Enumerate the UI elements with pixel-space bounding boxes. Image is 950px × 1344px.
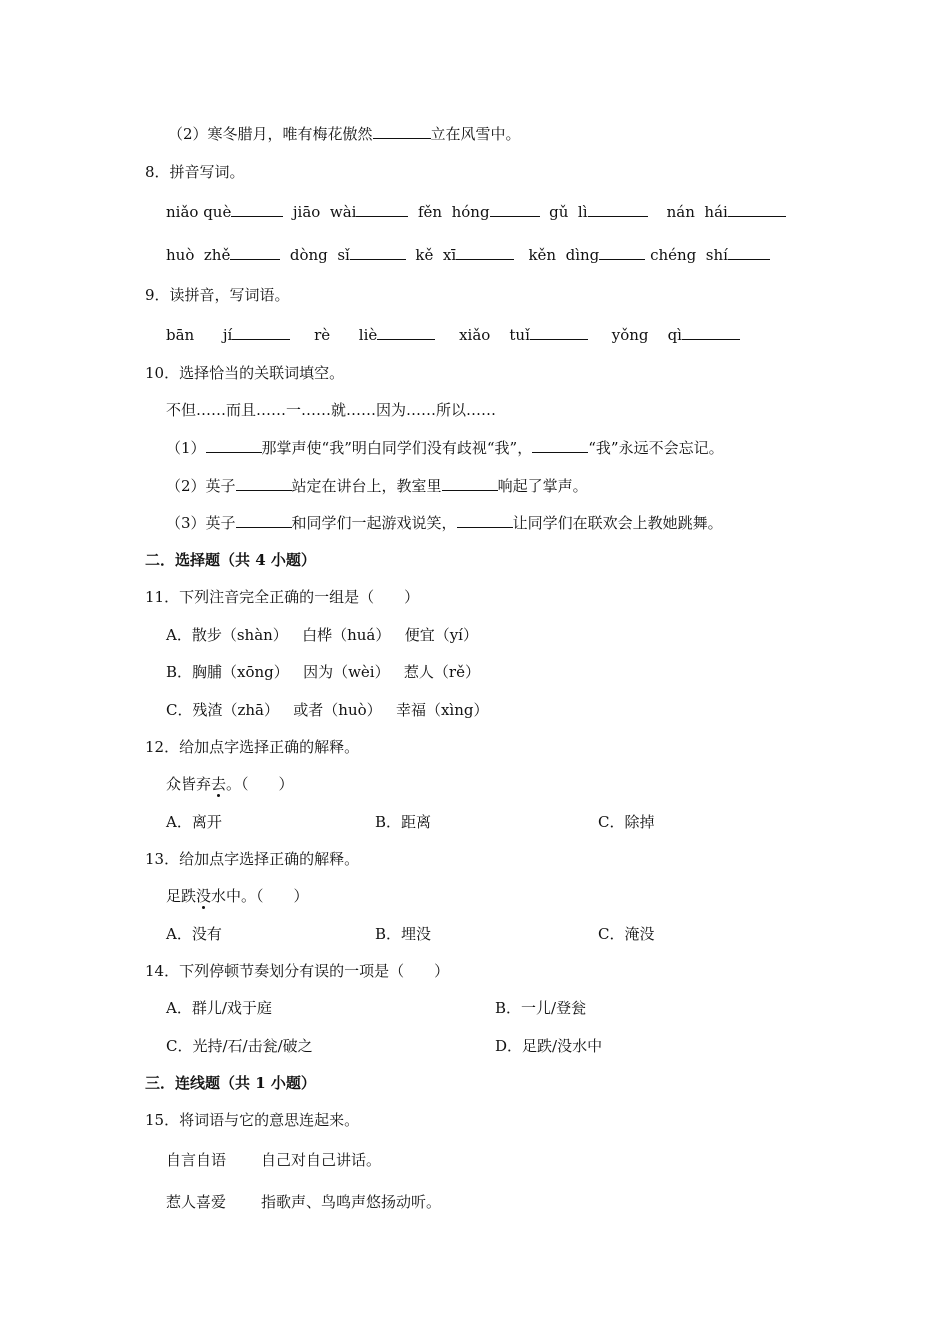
sentence-part: 那掌声使“我”明白同学们没有歧视“我”， bbox=[261, 439, 533, 457]
sentence-part: 和同学们一起游戏说笑， bbox=[291, 514, 457, 532]
answer-blank[interactable] bbox=[599, 245, 645, 260]
q13-option-c[interactable]: C．淹没 bbox=[598, 925, 655, 943]
option-part: 白桦（huá） bbox=[302, 626, 391, 644]
answer-blank[interactable] bbox=[728, 245, 770, 260]
answer-blank[interactable] bbox=[588, 202, 648, 217]
q7-sub2-text-end: 立在风雪中。 bbox=[430, 125, 521, 143]
question-11-title: 11．下列注音完全正确的一组是（ ） bbox=[145, 588, 420, 606]
answer-blank[interactable] bbox=[236, 513, 292, 528]
answer-blank[interactable] bbox=[728, 202, 786, 217]
q8-row2 bbox=[166, 245, 770, 265]
q11-option-b[interactable] bbox=[166, 662, 480, 682]
pinyin: kě xī bbox=[415, 246, 457, 264]
answer-blank[interactable] bbox=[456, 245, 514, 260]
pinyin: huò zhě bbox=[166, 246, 231, 264]
pinyin: nán hái bbox=[666, 203, 728, 221]
answer-blank[interactable] bbox=[232, 325, 290, 340]
q15-word-1[interactable]: 自言自语 bbox=[166, 1151, 227, 1169]
q13-sentence bbox=[166, 886, 309, 906]
pinyin: bān jí bbox=[166, 326, 233, 344]
sentence-part: 站定在讲台上，教室里 bbox=[291, 477, 442, 495]
question-12-title: 12．给加点字选择正确的解释。 bbox=[145, 738, 360, 756]
pinyin: kěn dìng bbox=[528, 246, 600, 264]
section-2-heading: 二．选择题（共 4 小题） bbox=[145, 551, 316, 569]
q12-option-a[interactable]: A．离开 bbox=[166, 813, 222, 831]
q8-row1 bbox=[166, 202, 786, 222]
answer-blank[interactable] bbox=[530, 325, 588, 340]
sentence-part: （1） bbox=[166, 439, 206, 457]
q14-option-d[interactable]: D．足跌/没水中 bbox=[495, 1037, 603, 1055]
q9-row bbox=[166, 325, 740, 345]
q14-option-c[interactable]: C．光持/石/击瓮/破之 bbox=[166, 1037, 313, 1055]
q10-options: 不但……而且……一……就……因为……所以…… bbox=[166, 401, 497, 419]
option-part: A．散步（shàn） bbox=[166, 626, 288, 644]
option-part: B．胸脯（xōng） bbox=[166, 663, 289, 681]
answer-blank[interactable] bbox=[356, 202, 408, 217]
pinyin: yǒng qì bbox=[611, 326, 682, 344]
option-part: C．残渣（zhā） bbox=[166, 701, 279, 719]
q12-sentence bbox=[166, 774, 294, 794]
answer-blank[interactable] bbox=[350, 245, 406, 260]
q7-sub2-text: （2）寒冬腊月，唯有梅花傲然 bbox=[168, 125, 373, 143]
answer-blank[interactable] bbox=[230, 245, 280, 260]
q11-option-c[interactable] bbox=[166, 700, 489, 720]
sentence-part: 水中。（ ） bbox=[211, 887, 309, 905]
question-13-title: 13．给加点字选择正确的解释。 bbox=[145, 850, 360, 868]
sentence-part: （3）英子 bbox=[166, 514, 236, 532]
sentence-part: 。（ ） bbox=[226, 775, 294, 793]
dotted-character: 去 bbox=[211, 775, 227, 793]
question-10-title: 10．选择恰当的关联词填空。 bbox=[145, 364, 345, 382]
q14-option-a[interactable]: A．群儿/戏于庭 bbox=[166, 999, 272, 1017]
answer-blank[interactable] bbox=[457, 513, 513, 528]
question-15-title: 15．将词语与它的意思连起来。 bbox=[145, 1111, 360, 1129]
answer-blank[interactable] bbox=[206, 438, 262, 453]
option-part: 便宜（yí） bbox=[404, 626, 478, 644]
pinyin: niǎo què bbox=[166, 203, 232, 221]
q15-word-2[interactable]: 惹人喜爱 bbox=[166, 1193, 227, 1211]
question-9-title: 9．读拼音，写词语。 bbox=[145, 286, 290, 304]
option-part: 或者（huò） bbox=[293, 701, 382, 719]
option-part: 幸福（xìng） bbox=[395, 701, 489, 719]
pinyin: jiāo wài bbox=[292, 203, 357, 221]
q10-sentence-1 bbox=[166, 438, 724, 458]
q15-meaning-1[interactable]: 自己对自己讲话。 bbox=[261, 1151, 382, 1169]
question-14-title: 14．下列停顿节奏划分有误的一项是（ ） bbox=[145, 962, 450, 980]
sentence-part: “我”永远不会忘记。 bbox=[588, 439, 724, 457]
answer-blank[interactable] bbox=[373, 124, 431, 139]
sentence-part: 足跌 bbox=[166, 887, 197, 905]
dotted-character: 没 bbox=[196, 887, 212, 905]
q10-sentence-3 bbox=[166, 513, 723, 533]
answer-blank[interactable] bbox=[377, 325, 435, 340]
answer-blank[interactable] bbox=[490, 202, 540, 217]
pinyin: chéng shí bbox=[650, 246, 728, 264]
q10-sentence-2 bbox=[166, 476, 588, 496]
sentence-part: 众皆弃 bbox=[166, 775, 212, 793]
pinyin: rè liè bbox=[314, 326, 378, 344]
answer-blank[interactable] bbox=[532, 438, 588, 453]
question-8-title: 8．拼音写词。 bbox=[145, 163, 245, 181]
answer-blank[interactable] bbox=[236, 476, 292, 491]
pinyin: dòng sǐ bbox=[289, 246, 350, 264]
q12-option-c[interactable]: C．除掉 bbox=[598, 813, 655, 831]
option-part: 惹人（rě） bbox=[403, 663, 480, 681]
sentence-part: 响起了掌声。 bbox=[497, 477, 588, 495]
pinyin: gǔ lì bbox=[549, 203, 588, 221]
q15-meaning-2[interactable]: 指歌声、鸟鸣声悠扬动听。 bbox=[261, 1193, 442, 1211]
pinyin: fěn hóng bbox=[417, 203, 490, 221]
sentence-part: 让同学们在联欢会上教她跳舞。 bbox=[512, 514, 723, 532]
q7-sub2 bbox=[168, 124, 521, 144]
q13-option-b[interactable]: B．埋没 bbox=[375, 925, 432, 943]
q12-option-b[interactable]: B．距离 bbox=[375, 813, 432, 831]
pinyin: xiǎo tuǐ bbox=[459, 326, 530, 344]
q11-option-a[interactable] bbox=[166, 625, 478, 645]
answer-blank[interactable] bbox=[442, 476, 498, 491]
sentence-part: （2）英子 bbox=[166, 477, 236, 495]
section-3-heading: 三．连线题（共 1 小题） bbox=[145, 1074, 316, 1092]
answer-blank[interactable] bbox=[231, 202, 283, 217]
option-part: 因为（wèi） bbox=[303, 663, 390, 681]
q13-option-a[interactable]: A．没有 bbox=[166, 925, 222, 943]
answer-blank[interactable] bbox=[682, 325, 740, 340]
q14-option-b[interactable]: B．一儿/登瓮 bbox=[495, 999, 587, 1017]
